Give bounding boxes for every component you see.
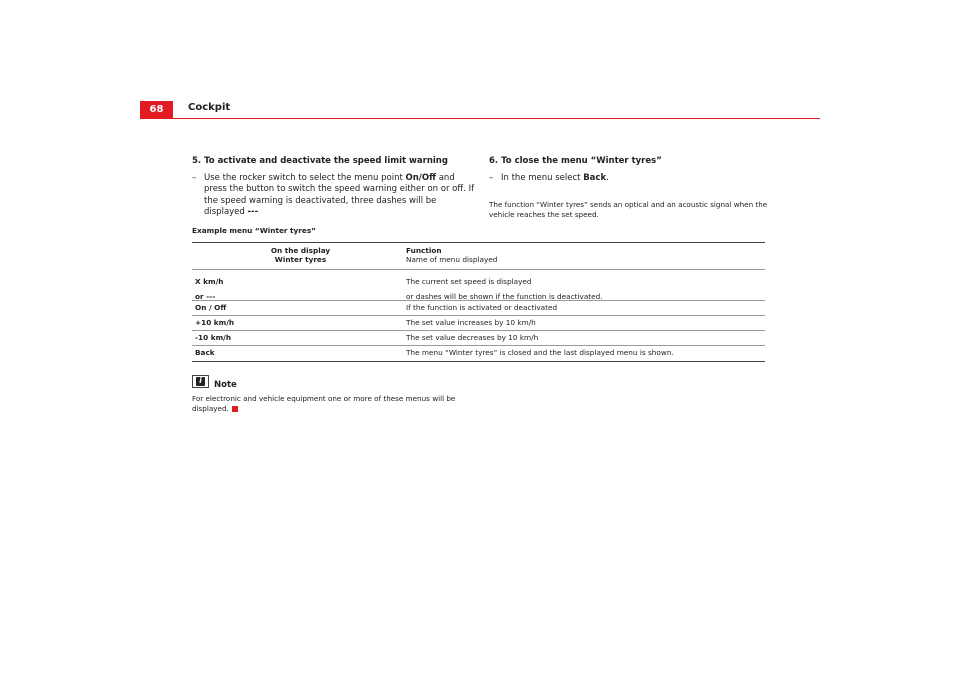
header-function: Function [406, 246, 442, 255]
step-5-heading: 5. To activate and deactivate the speed limit warning [192, 156, 448, 166]
step-5-instruction [192, 173, 477, 219]
header-winter-tyres: Winter tyres [274, 255, 327, 264]
row-desc-speed: The current set speed is displayed [406, 277, 532, 286]
table-row [192, 270, 765, 301]
table-cell-description: If the function is activated or deactivated [406, 303, 558, 312]
page-title: Cockpit [188, 102, 231, 113]
row-desc-dashes: or dashes will be shown if the function is deactivated. [406, 292, 603, 301]
instruction-text-b: and press the button to switch the speed warning either on or off. If the speed warning is deactivated, three dashes will be displayed [204, 172, 475, 217]
keyword-back: Back [583, 172, 607, 183]
note-body: For electronic and vehicle equipment one or more of these menus will be displayed. [192, 394, 456, 413]
table-header-left [192, 243, 406, 269]
table-cell-label: +10 km/h [195, 318, 235, 327]
end-of-section-icon [232, 406, 238, 412]
page-number: 68 [140, 101, 173, 119]
header-on-display: On the display [270, 246, 331, 255]
info-icon [192, 375, 209, 388]
table-row [192, 316, 765, 331]
table-header-row [192, 243, 765, 270]
table-cell-description: The set value decreases by 10 km/h [406, 333, 539, 342]
table-cell-description: The set value increases by 10 km/h [406, 318, 536, 327]
table-row [192, 346, 765, 361]
instruction-text: In the menu select [501, 172, 584, 183]
table-cell-description: The menu “Winter tyres” is closed and the last displayed menu is shown. [406, 348, 674, 357]
table-cell-label: Back [195, 348, 215, 357]
row-label-dashes: or --- [195, 292, 216, 301]
note-text [192, 394, 482, 414]
info-glyph: i [199, 376, 202, 385]
bullet-dash: – [192, 172, 197, 183]
step-6-instruction [489, 173, 774, 185]
header-menu-name: Name of menu displayed [406, 255, 498, 264]
instruction-text-a: Use the rocker switch to select the menu point [204, 172, 406, 183]
table-cell-label: -10 km/h [195, 333, 232, 342]
header-rule [173, 118, 820, 119]
left-column [192, 156, 477, 219]
keyword-on-off: On/Off [405, 172, 437, 183]
page-header [140, 101, 820, 119]
note-label: Note [214, 380, 237, 390]
right-column [489, 156, 774, 220]
step-6-heading: 6. To close the menu “Winter tyres” [489, 156, 662, 166]
table-cell-description [406, 270, 765, 300]
table-row [192, 301, 765, 316]
table-cell-label: On / Off [195, 303, 227, 312]
bullet-dash: – [489, 172, 494, 183]
menu-table [192, 242, 765, 362]
row-label-xkmh: X km/h [195, 277, 224, 286]
keyword-dashes: --- [247, 207, 259, 217]
table-header-right [406, 243, 765, 269]
instruction-end: . [606, 172, 609, 183]
table-caption: Example menu “Winter tyres” [192, 226, 316, 235]
table-row [192, 331, 765, 346]
function-info-text: The function “Winter tyres” sends an optical and an acoustic signal when the vehicle reaches the set speed. [489, 200, 768, 219]
table-cell-label [192, 270, 406, 300]
